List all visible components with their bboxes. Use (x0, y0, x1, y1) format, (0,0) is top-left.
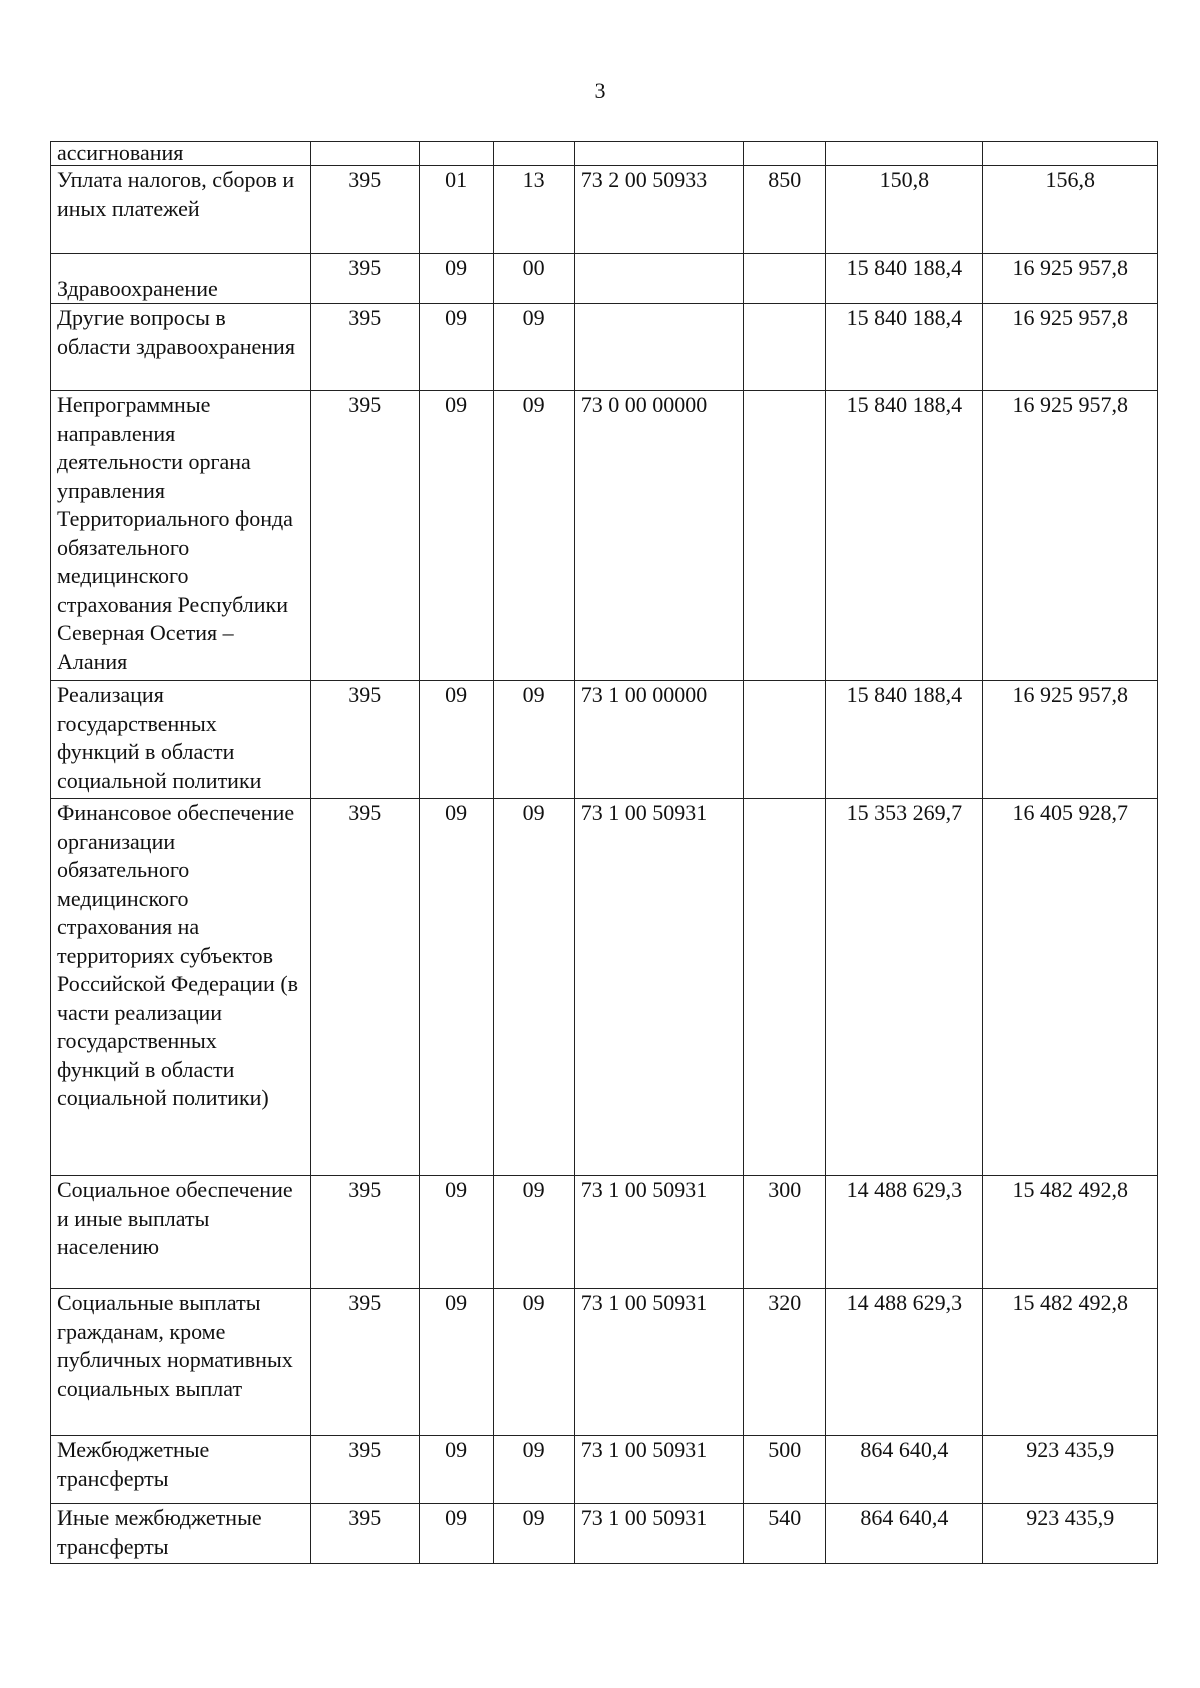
row-name: Здравоохранение (51, 254, 311, 304)
row-name: Социальное обеспечение и иные выплаты населению (51, 1176, 311, 1289)
target-article-code: 73 1 00 50931 (574, 1504, 743, 1564)
row-name: Межбюджетные трансферты (51, 1436, 311, 1504)
amount-year-2: 16 925 957,8 (983, 304, 1158, 391)
amount-year-2: 15 482 492,8 (983, 1176, 1158, 1289)
expense-type-code: 500 (744, 1436, 826, 1504)
amount-year-2: 16 925 957,8 (983, 391, 1158, 681)
target-article-code: 73 1 00 00000 (574, 681, 743, 799)
amount-year-1: 864 640,4 (826, 1504, 983, 1564)
amount-year-1: 15 840 188,4 (826, 681, 983, 799)
amount-year-2 (983, 142, 1158, 166)
table-row (51, 304, 1158, 391)
ved-code: 395 (310, 1289, 419, 1436)
section-code: 09 (419, 304, 493, 391)
amount-year-2: 15 482 492,8 (983, 1289, 1158, 1436)
expense-type-code (744, 681, 826, 799)
amount-year-1: 14 488 629,3 (826, 1289, 983, 1436)
section-code: 01 (419, 166, 493, 254)
row-name: Непрограммные направления деятельности органа управления Территориального фонда обязательного медицинского страхования Республики Северная Осетия – Алания (51, 391, 311, 681)
budget-table (50, 141, 1158, 1564)
row-name: Иные межбюджетные трансферты (51, 1504, 311, 1564)
ved-code: 395 (310, 391, 419, 681)
amount-year-2: 923 435,9 (983, 1436, 1158, 1504)
subsection-code: 00 (493, 254, 574, 304)
target-article-code: 73 1 00 50931 (574, 799, 743, 1176)
table-row (51, 1289, 1158, 1436)
subsection-code: 09 (493, 1436, 574, 1504)
ved-code: 395 (310, 1176, 419, 1289)
row-name: Финансовое обеспечение организации обязательного медицинского страхования на территориях субъектов Российской Федерации (в части реализации государственных функций в области социальной политики) (51, 799, 311, 1176)
ved-code: 395 (310, 304, 419, 391)
ved-code (310, 142, 419, 166)
section-code: 09 (419, 391, 493, 681)
amount-year-1: 15 840 188,4 (826, 391, 983, 681)
amount-year-1: 14 488 629,3 (826, 1176, 983, 1289)
table-row (51, 681, 1158, 799)
section-code: 09 (419, 799, 493, 1176)
amount-year-1: 864 640,4 (826, 1436, 983, 1504)
ved-code: 395 (310, 254, 419, 304)
subsection-code: 09 (493, 304, 574, 391)
target-article-code (574, 254, 743, 304)
target-article-code (574, 304, 743, 391)
ved-code: 395 (310, 1436, 419, 1504)
row-name: ассигнования (51, 142, 311, 166)
expense-type-code (744, 142, 826, 166)
target-article-code: 73 1 00 50931 (574, 1436, 743, 1504)
section-code: 09 (419, 681, 493, 799)
target-article-code: 73 1 00 50931 (574, 1289, 743, 1436)
ved-code: 395 (310, 1504, 419, 1564)
ved-code: 395 (310, 166, 419, 254)
expense-type-code (744, 391, 826, 681)
section-code: 09 (419, 1504, 493, 1564)
amount-year-2: 16 405 928,7 (983, 799, 1158, 1176)
subsection-code: 09 (493, 391, 574, 681)
table-row (51, 254, 1158, 304)
row-name: Другие вопросы в области здравоохранения (51, 304, 311, 391)
table-row (51, 1176, 1158, 1289)
page-number: 3 (594, 78, 606, 103)
section-code (419, 142, 493, 166)
section-code: 09 (419, 254, 493, 304)
subsection-code: 09 (493, 681, 574, 799)
section-code: 09 (419, 1436, 493, 1504)
subsection-code: 09 (493, 1176, 574, 1289)
target-article-code: 73 2 00 50933 (574, 166, 743, 254)
amount-year-1: 15 353 269,7 (826, 799, 983, 1176)
row-name: Реализация государственных функций в области социальной политики (51, 681, 311, 799)
table-row (51, 166, 1158, 254)
row-name: Социальные выплаты гражданам, кроме публичных нормативных социальных выплат (51, 1289, 311, 1436)
section-code: 09 (419, 1176, 493, 1289)
amount-year-1 (826, 142, 983, 166)
expense-type-code: 540 (744, 1504, 826, 1564)
table-row (51, 1436, 1158, 1504)
expense-type-code (744, 304, 826, 391)
amount-year-1: 15 840 188,4 (826, 304, 983, 391)
subsection-code: 09 (493, 1289, 574, 1436)
amount-year-2: 923 435,9 (983, 1504, 1158, 1564)
target-article-code: 73 0 00 00000 (574, 391, 743, 681)
amount-year-1: 15 840 188,4 (826, 254, 983, 304)
expense-type-code (744, 254, 826, 304)
expense-type-code: 320 (744, 1289, 826, 1436)
amount-year-2: 156,8 (983, 166, 1158, 254)
subsection-code: 09 (493, 1504, 574, 1564)
table-row (51, 391, 1158, 681)
expense-type-code (744, 799, 826, 1176)
expense-type-code: 300 (744, 1176, 826, 1289)
target-article-code (574, 142, 743, 166)
target-article-code: 73 1 00 50931 (574, 1176, 743, 1289)
section-code: 09 (419, 1289, 493, 1436)
table-row (51, 799, 1158, 1176)
expense-type-code: 850 (744, 166, 826, 254)
amount-year-2: 16 925 957,8 (983, 254, 1158, 304)
subsection-code: 09 (493, 799, 574, 1176)
ved-code: 395 (310, 681, 419, 799)
table-row (51, 142, 1158, 166)
subsection-code (493, 142, 574, 166)
subsection-code: 13 (493, 166, 574, 254)
ved-code: 395 (310, 799, 419, 1176)
amount-year-2: 16 925 957,8 (983, 681, 1158, 799)
table-row (51, 1504, 1158, 1564)
row-name: Уплата налогов, сборов и иных платежей (51, 166, 311, 254)
amount-year-1: 150,8 (826, 166, 983, 254)
